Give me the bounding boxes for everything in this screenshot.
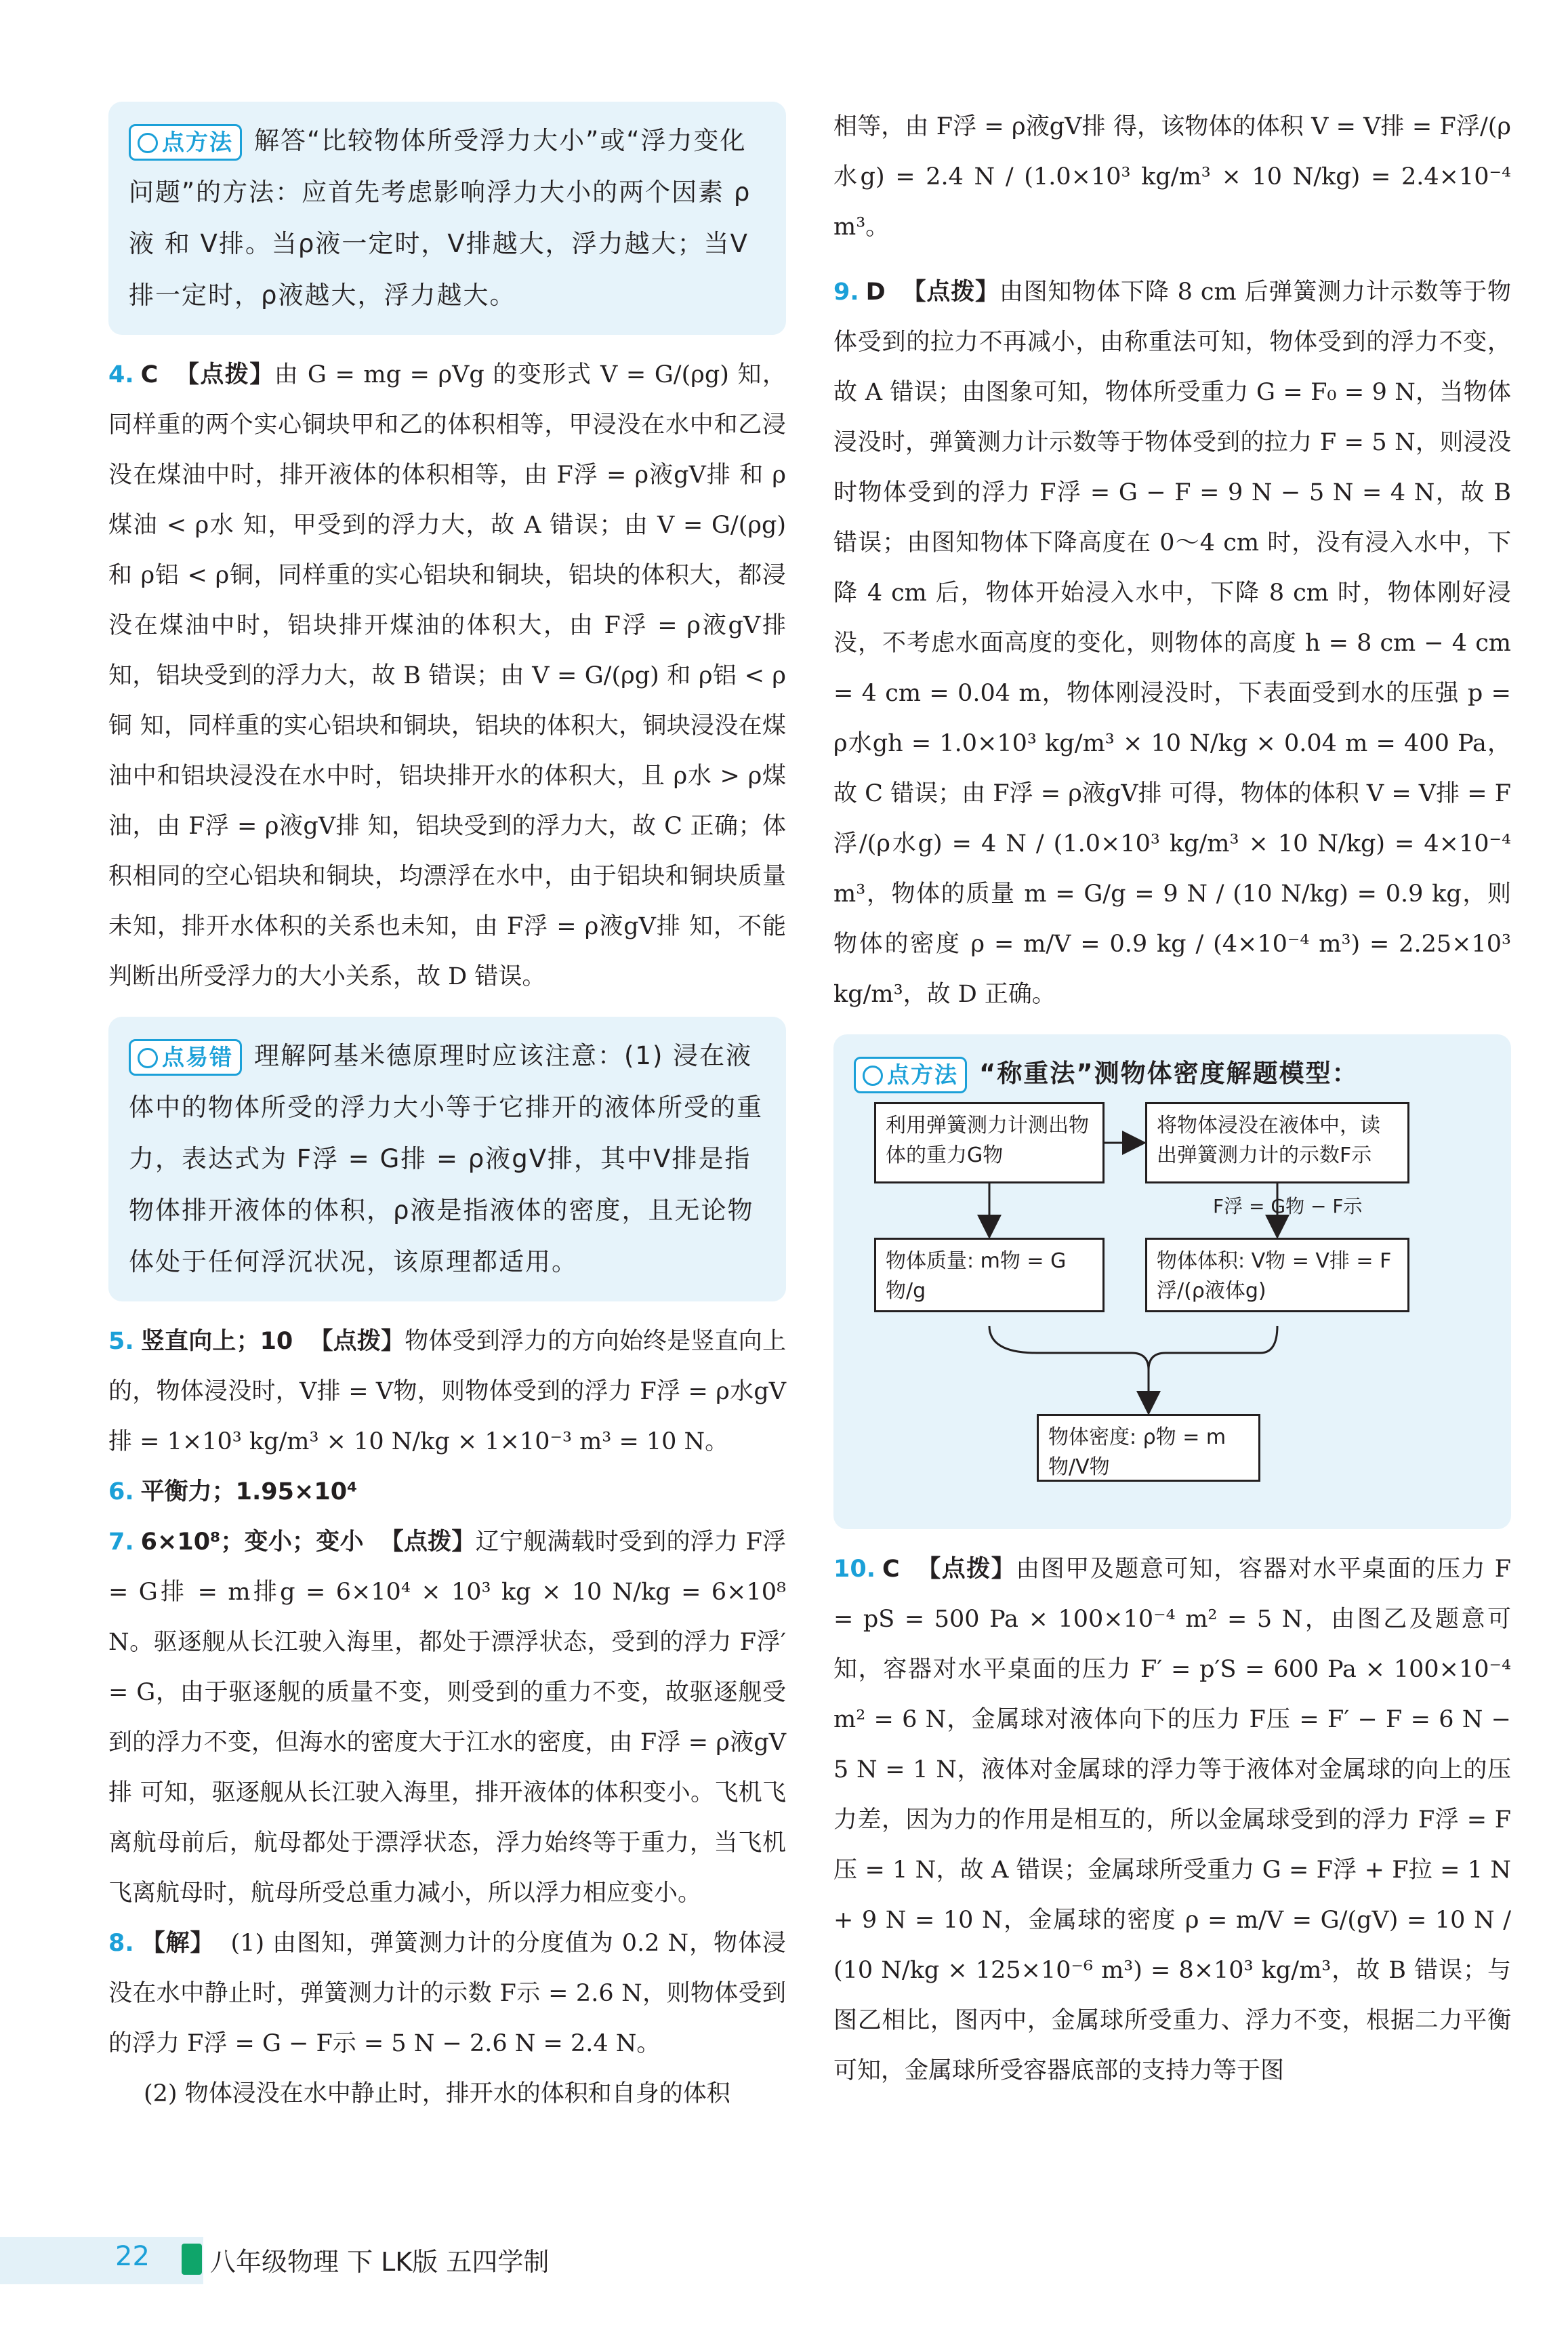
explanation: 由图甲及题意可知，容器对水平桌面的压力 F = pS = 500 Pa × 100×10⁻⁴ m² = 5 N，由图乙及题意可知，容器对水平桌面的压力 F′ = p′S = 600 Pa × 100×10⁻⁴ m² = 6 N，金属球对液体向下的压力 F压 = F′ − F = 6 N − 5 N = 1 N，液体对金属球的浮力等于液体对金属球的向上的压力差，因为力的作用是相互的，所以金属球受到的浮力 F浮 = F压 = 1 N，故 A 错误；金属球所受重力 G = F浮 + F拉 = 1 N + 9 N = 10 N，金属球的密度 ρ = m/V = G/(gV) = 10 N / (10 N/kg × 125×10⁻⁶ m³) = 8×10³ kg/m³，故 B 错误；与图乙相比，图丙中，金属球所受重力、浮力不变，根据二力平衡可知，金属球所受容器底部的支持力等于图 (833, 1556, 1511, 2084)
mistake-tip-text: 点易错 理解阿基米德原理时应该注意：(1) 浸在液体中的物体所受的浮力大小等于它排开的液体所受的重力，表达式为 F浮 = G排 = ρ液gV排，其中V排是指物体排开液体的体积，ρ液是指液体的密度，且无论物体处于任何浮沉状况，该原理都适用。 (129, 1030, 766, 1288)
answer: C (882, 1556, 900, 1583)
mistake-tag: 点易错 (129, 1039, 242, 1076)
answer: C (140, 361, 159, 388)
footer-text: 八年级物理 下 LK版 五四学制 (210, 2247, 550, 2277)
question-5 (108, 1316, 786, 1467)
question-6 (108, 1467, 786, 1517)
flowchart-connectors (833, 1034, 1470, 1529)
question-8 (108, 1918, 786, 2069)
explanation-part1: (1) 由图知，弹簧测力计的分度值为 0.2 N，物体浸没在水中静止时，弹簧测力计的示数 F示 = 2.6 N，则物体受到的浮力 F浮 = G − F示 = 5 N − 2.6 N = 2.4 N。 (108, 1930, 786, 2057)
flow-buoyancy-formula: F浮 = G物 − F示 (1213, 1195, 1363, 1217)
hint-label: 【点拨】 (915, 1556, 1016, 1583)
method-tip-box (108, 102, 786, 335)
question-8-continued: 相等，由 F浮 = ρ液gV排 得，该物体的体积 V = V排 = F浮/(ρ水g) = 2.4 N / (1.0×10³ kg/m³ × 10 N/kg) = 2.4×10⁻⁴ m³。 (833, 113, 1511, 241)
method-icon (138, 133, 158, 153)
question-4 (108, 350, 786, 1002)
hint-label: 【点拨】 (309, 1328, 405, 1355)
explanation: 辽宁舰满载时受到的浮力 F浮 = G排 = m排g = 6×10⁴ × 10³ kg × 10 N/kg = 6×10⁸ N。驱逐舰从长江驶入海里，都处于漂浮状态，受到的浮力 F浮′ = G，由于驱逐舰的质量不变，则受到的重力不变，故驱逐舰受到的浮力不变，但海水的密度大于江水的密度，由 F浮 = ρ液gV排 可知，驱逐舰从长江驶入海里，排开液体的体积变小。飞机飞离航母前后，航母都处于漂浮状态，浮力始终等于重力，当飞机飞离航母时，航母所受总重力减小，所以浮力相应变小。 (108, 1528, 786, 1907)
question-number: 6. (108, 1478, 134, 1505)
left-column (108, 102, 786, 2119)
flow-box-density: 物体密度: ρ物 = m物/V物 (1037, 1414, 1260, 1482)
method-tag: 点方法 (129, 124, 242, 161)
answer: 【解】 (140, 1930, 215, 1957)
answer: D (865, 279, 886, 306)
method-tip-text: 点方法 解答“比较物体所受浮力大小”或“浮力变化问题”的方法：应首先考虑影响浮力大小的两个因素 ρ液 和 V排。当ρ液一定时，V排越大，浮力越大；当V排一定时，ρ液越大，浮力越大。 (129, 115, 766, 321)
question-number: 4. (108, 361, 134, 388)
question-number: 10. (833, 1556, 876, 1583)
answer: 平衡力；1.95×10⁴ (140, 1478, 358, 1505)
footer-band (0, 2237, 203, 2284)
method-tag: 点方法 (854, 1057, 967, 1093)
question-number: 7. (108, 1528, 134, 1556)
answer: 竖直向上；10 (140, 1328, 293, 1355)
explanation: 由图知物体下降 8 cm 后弹簧测力计示数等于物体受到的拉力不再减小，由称重法可知，物体受到的浮力不变，故 A 错误；由图象可知，物体所受重力 G = F₀ = 9 N，当物体浸没时，弹簧测力计示数等于物体受到的拉力 F = 5 N，则浸没时物体受到的浮力 F浮 = G − F = 9 N − 5 N = 4 N，故 B 错误；由图知物体下降高度在 0～4 cm 时，没有浸入水中，下降 4 cm 后，物体开始浸入水中，下降 8 cm 时，物体刚好浸没，不考虑水面高度的变化，则物体的高度 h = 8 cm − 4 cm = 4 cm = 0.04 m，物体刚浸没时，下表面受到水的压强 p = ρ水gh = 1.0×10³ kg/m³ × 10 N/kg × 0.04 m = 400 Pa，故 C 错误；由 F浮 = ρ液gV排 可得，物体的体积 V = V排 = F浮/(ρ水g) = 4 N / (1.0×10³ kg/m³ × 10 N/kg) = 4×10⁻⁴ m³，物体的质量 m = G/g = 9 N / (10 N/kg) = 0.9 kg，则物体的密度 ρ = m/V = 0.9 kg / (4×10⁻⁴ m³) = 2.25×10³ kg/m³，故 D 正确。 (833, 279, 1511, 1008)
hint-label: 【点拨】 (901, 279, 999, 306)
footer (0, 2237, 1568, 2284)
flow-box-immerse: 将物体浸没在液体中，读出弹簧测力计的示数F示 (1145, 1102, 1409, 1183)
publisher-logo-icon (182, 2244, 202, 2275)
hint-label: 【点拨】 (174, 361, 274, 388)
right-column (833, 102, 1511, 2096)
question-number: 5. (108, 1328, 134, 1355)
question-9 (833, 267, 1511, 1019)
hint-label: 【点拨】 (379, 1528, 476, 1556)
flow-box-volume: 物体体积: V物 = V排 = F浮/(ρ液体g) (1145, 1238, 1409, 1312)
explanation: 物体受到浮力的方向始终是竖直向上的，物体浸没时，V排 = V物，则物体受到的浮力 F浮 = ρ水gV排 = 1×10³ kg/m³ × 10 N/kg × 1×10⁻³ m³ = 10 N。 (108, 1328, 786, 1455)
flow-box-weight: 利用弹簧测力计测出物体的重力G物 (874, 1102, 1105, 1183)
page-number: 22 (115, 2241, 150, 2272)
flow-box-mass: 物体质量: m物 = G物/g (874, 1238, 1105, 1312)
answer: 6×10⁸；变小；变小 (140, 1528, 364, 1556)
mistake-tip-box (108, 1017, 786, 1301)
method-model-box (833, 1034, 1511, 1529)
method-model-title: 点方法 “称重法”测物体密度解题模型： (854, 1048, 1491, 1099)
bell-icon (138, 1048, 158, 1068)
brace-merge (989, 1326, 1277, 1370)
explanation: 由 G = mg = ρVg 的变形式 V = G/(ρg) 知，同样重的两个实心铜块甲和乙的体积相等，甲浸没在水中和乙浸没在煤油中时，排开液体的体积相等，由 F浮 = ρ液gV排 和 ρ煤油 < ρ水 知，甲受到的浮力大，故 A 错误；由 V = G/(ρg) 和 ρ铝 < ρ铜，同样重的实心铝块和铜块，铝块的体积大，都浸没在煤油中时，铝块排开煤油的体积大，由 F浮 = ρ液gV排 知，铝块受到的浮力大，故 B 错误；由 V = G/(ρg) 和 ρ铝 < ρ铜 知，同样重的实心铝块和铜块，铝块的体积大，铜块浸没在煤油中和铝块浸没在水中时，铝块排开水的体积大，且 ρ水 > ρ煤油，由 F浮 = ρ液gV排 知，铝块受到的浮力大，故 C 正确；体积相同的空心铝块和铜块，均漂浮在水中，由于铝块和铜块质量未知，排开水体积的关系也未知，由 F浮 = ρ液gV排 知，不能判断出所受浮力的大小关系，故 D 错误。 (108, 361, 786, 990)
question-7 (108, 1517, 786, 1918)
question-10 (833, 1544, 1511, 2096)
question-8-part2: (2) 物体浸没在水中静止时，排开水的体积和自身的体积 (144, 2080, 730, 2107)
question-number: 8. (108, 1930, 134, 1957)
question-number: 9. (833, 279, 859, 306)
